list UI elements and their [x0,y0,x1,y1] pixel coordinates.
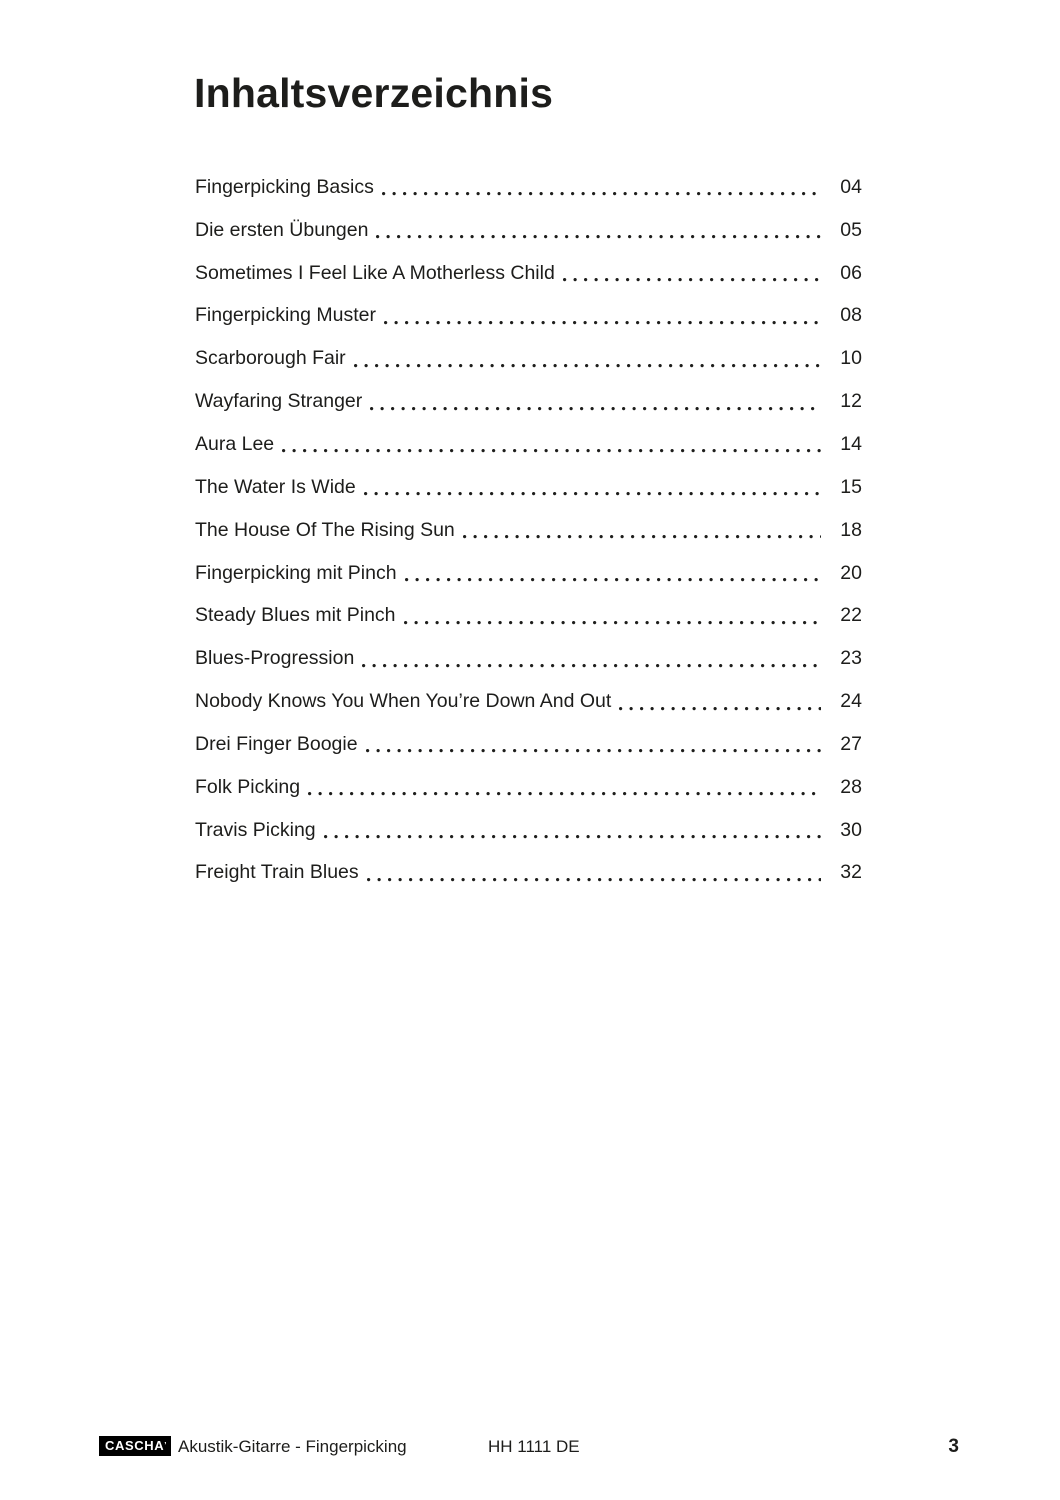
dot-leader [563,278,821,282]
toc-entry-label: Die ersten Übungen [195,218,369,241]
dot-leader [364,492,821,496]
toc-entry [195,723,862,766]
toc-entry-label: Sometimes I Feel Like A Motherless Child [195,261,555,284]
toc-entry-label: Fingerpicking Muster [195,304,376,327]
toc-entry [195,594,862,637]
toc-entry [195,809,862,852]
toc-entry [195,852,862,895]
toc-entry-page: 08 [840,304,862,327]
dot-leader [405,578,821,582]
toc-entry [195,766,862,809]
toc-entry-page: 14 [840,432,862,455]
dot-leader [354,364,821,368]
toc-entry-label: Folk Picking [195,775,301,798]
toc-entry [195,209,862,252]
dot-leader [376,235,821,239]
toc-entry-page: 22 [840,604,862,627]
toc-entry-page: 05 [840,218,862,241]
toc-entry-page: 20 [840,561,862,584]
toc-entry [195,637,862,680]
cascha-logo-mark: ’ [164,1441,167,1450]
dot-leader [324,835,821,839]
toc-entry-label: Freight Train Blues [195,861,359,884]
toc-entry-label: Travis Picking [195,818,316,841]
toc-entry [195,337,862,380]
toc-entry-page: 23 [840,647,862,670]
toc-entry-label: Fingerpicking mit Pinch [195,561,397,584]
toc-list [195,166,862,894]
dot-leader [362,664,821,668]
toc-entry-page: 12 [840,390,862,413]
footer-catalog-number: HH 1111 DE [488,1437,580,1456]
toc-entry [195,552,862,595]
footer-page-number: 3 [948,1436,959,1457]
toc-entry-label: Aura Lee [195,432,275,455]
dot-leader [367,878,821,882]
toc-entry-page: 24 [840,690,862,713]
dot-leader [404,621,821,625]
toc-entry-label: Scarborough Fair [195,347,346,370]
dot-leader [366,749,821,753]
toc-entry-page: 04 [840,175,862,198]
dot-leader [308,792,821,796]
toc-entry-label: The House Of The Rising Sun [195,518,455,541]
toc-entry [195,680,862,723]
dot-leader [382,192,821,196]
toc-entry [195,466,862,509]
toc-entry-page: 27 [840,732,862,755]
cascha-logo-text: CASCHA [105,1438,165,1453]
toc-entry-label: The Water Is Wide [195,475,356,498]
dot-leader [384,321,821,325]
dot-leader [619,707,821,711]
toc-entry [195,252,862,295]
toc-entry-label: Wayfaring Stranger [195,390,363,413]
dot-leader [370,407,821,411]
toc-entry [195,295,862,338]
toc-entry-label: Drei Finger Boogie [195,732,358,755]
toc-entry-page: 06 [840,261,862,284]
toc-entry-page: 30 [840,818,862,841]
page-footer [99,1433,961,1461]
toc-entry [195,380,862,423]
dot-leader [282,449,821,453]
toc-entry-page: 18 [840,518,862,541]
cascha-logo [99,1436,171,1456]
footer-book-title: Akustik-Gitarre - Fingerpicking [178,1437,407,1456]
toc-entry-page: 32 [840,861,862,884]
dot-leader [463,535,821,539]
toc-entry-page: 28 [840,775,862,798]
toc-entry [195,509,862,552]
toc-entry-page: 15 [840,475,862,498]
toc-entry-label: Steady Blues mit Pinch [195,604,396,627]
page-title: Inhaltsverzeichnis [194,70,554,116]
toc-entry [195,166,862,209]
toc-entry [195,423,862,466]
toc-entry-page: 10 [840,347,862,370]
toc-entry-label: Fingerpicking Basics [195,175,374,198]
toc-entry-label: Blues-Progression [195,647,355,670]
toc-entry-label: Nobody Knows You When You’re Down And Out [195,690,612,713]
